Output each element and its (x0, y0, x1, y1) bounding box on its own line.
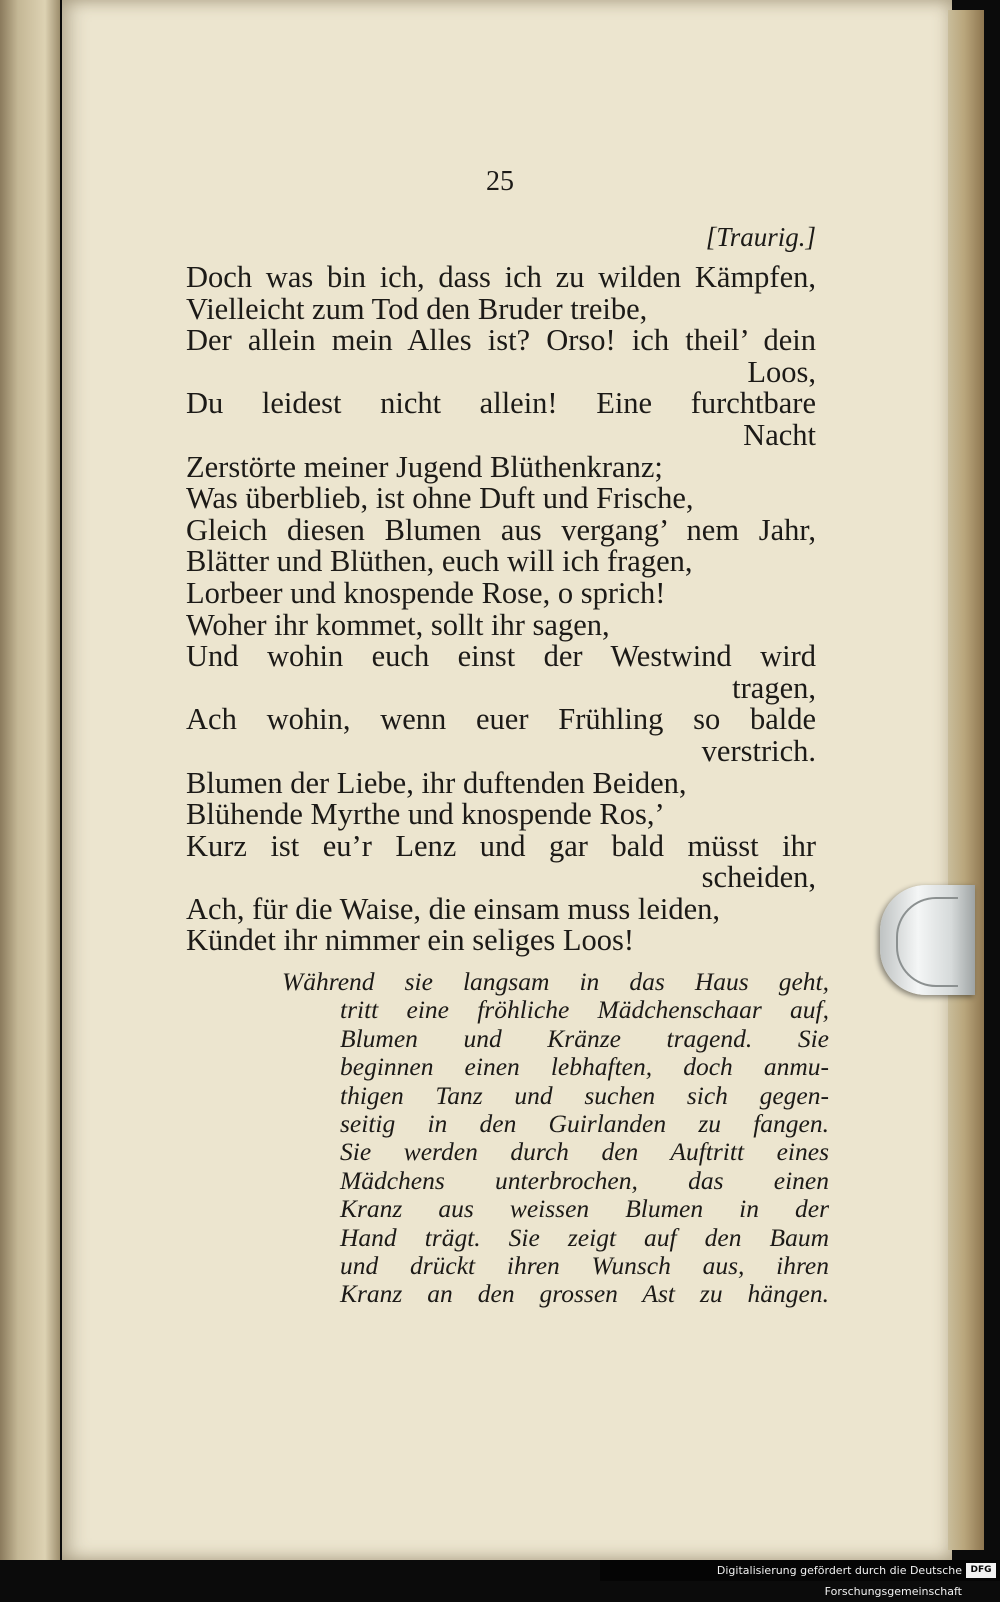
stage-direction-line: seitig in den Guirlanden zu fangen. (340, 1109, 829, 1139)
verse-line: Loos, (747, 354, 816, 389)
stage-direction-line: Hand trägt. Sie zeigt auf den Baum (340, 1222, 829, 1252)
verse-line: Nacht (743, 417, 816, 452)
page-clip-icon (880, 885, 975, 995)
verse-line: scheiden, (701, 860, 816, 895)
verse-line: Gleich diesen Blumen aus vergang’ nem Jahr, (186, 512, 816, 547)
verse-line: Der allein mein Alles ist? Orso! ich theil’ dein (186, 323, 816, 358)
stage-direction-line: tritt eine fröhliche Mädchenschaar auf, (340, 995, 829, 1025)
stage-direction-line: Sie werden durch den Auftritt eines (340, 1137, 829, 1167)
stage-direction-block (282, 968, 829, 1309)
stage-direction-line: Kranz aus weissen Blumen in der (340, 1194, 829, 1224)
page-number: 25 (486, 166, 514, 197)
verse-line: Kurz ist eu’r Lenz und gar bald müsst ihr (186, 828, 816, 863)
stage-direction-traurig: [Traurig.] (705, 222, 816, 252)
verse-line: Lorbeer und knospende Rose, o sprich! (186, 575, 666, 610)
stage-direction-line: beginnen einen lebhaften, doch anmu- (340, 1052, 829, 1082)
stage-direction-line: und drückt ihren Wunsch aus, ihren (340, 1251, 829, 1281)
verse-line: Zerstörte meiner Jugend Blüthenkranz; (186, 449, 663, 484)
dfg-logo: DFG (966, 1563, 996, 1578)
verse-line: Und wohin euch einst der Westwind wird (186, 639, 816, 674)
stage-direction-line: Mädchens unterbrochen, das einen (340, 1165, 829, 1195)
stage-direction-line: Kranz an den grossen Ast zu hängen. (340, 1279, 829, 1309)
verse-line: verstrich. (701, 733, 816, 768)
verse-line: Blühende Myrthe und knospende Ros,’ (186, 797, 665, 832)
page-stack-edge (948, 10, 984, 1550)
previous-page-edge (0, 0, 60, 1560)
verse-line: Kündet ihr nimmer ein seliges Loos! (186, 923, 635, 958)
verse-line: Ach wohin, wenn euer Frühling so balde (186, 702, 816, 737)
verse-line: Ach, für die Waise, die einsam muss leiden, (186, 891, 720, 926)
verse-line: Was überblieb, ist ohne Duft und Frische, (186, 481, 694, 516)
stage-direction-line: Blumen und Kränze tragend. Sie (340, 1023, 829, 1053)
stage-direction-line: thigen Tanz und suchen sich gegen- (340, 1080, 829, 1110)
verse-line: Blumen der Liebe, ihr duftenden Beiden, (186, 765, 687, 800)
verse-line: Blätter und Blüthen, euch will ich fragen, (186, 544, 693, 579)
verse-line: Vielleicht zum Tod den Bruder treibe, (186, 291, 648, 326)
verse-block (186, 262, 816, 957)
digitization-credit: Digitalisierung gefördert durch die Deutsche Forschungsgemeinschaft (600, 1560, 1000, 1581)
verse-line: Woher ihr kommet, sollt ihr sagen, (186, 607, 610, 642)
verse-line: Du leidest nicht allein! Eine furchtbare (186, 386, 816, 421)
verse-line: Doch was bin ich, dass ich zu wilden Kämpfen, (186, 260, 816, 294)
stage-direction-line: Während sie langsam in das Haus geht, (282, 967, 829, 996)
verse-line: tragen, (732, 670, 816, 705)
